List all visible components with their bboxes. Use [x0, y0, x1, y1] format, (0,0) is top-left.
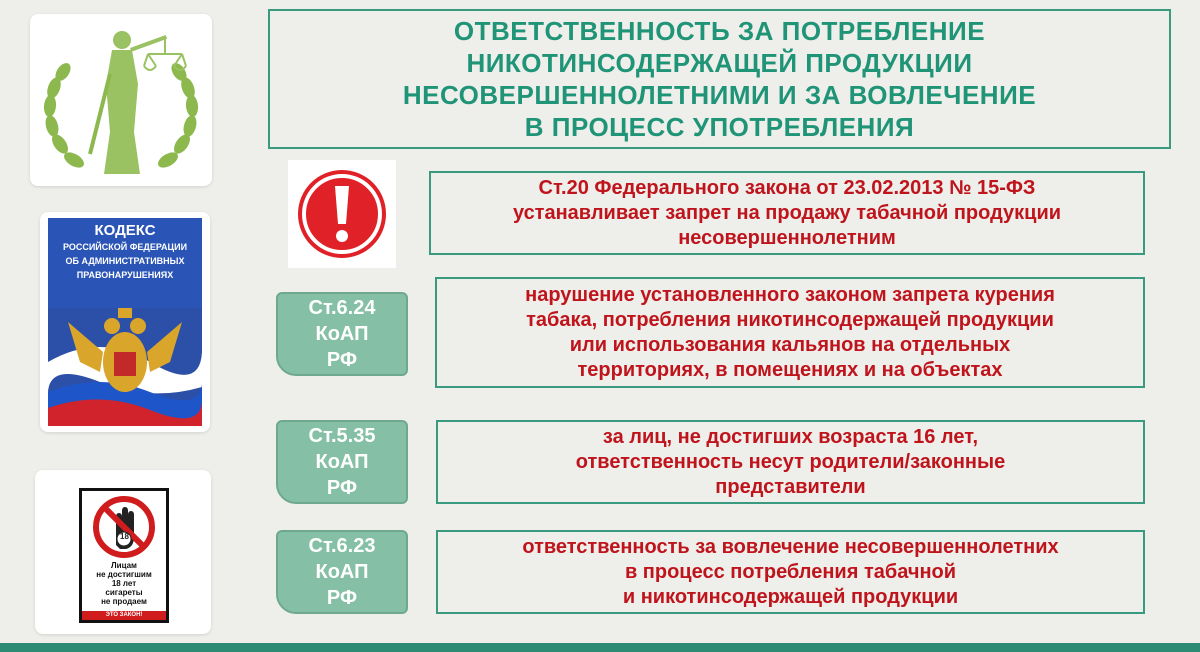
article-badge-5-35	[276, 420, 408, 504]
no-smoking-sign	[79, 488, 169, 623]
bottom-stripe	[0, 643, 1200, 652]
statement-text: нарушение установленного законом запрета курения табака, потребления никотинсодержащей продукции или использования кальянов на отдельных территориях, в помещениях и на объектах	[525, 283, 1055, 381]
article-badge-6-24	[276, 292, 408, 376]
warning-exclamation-icon	[288, 160, 396, 268]
statement-article-6-23	[436, 530, 1145, 614]
statement-article-5-35	[436, 420, 1145, 504]
code-book-line3: ОБ АДМИНИСТРАТИВНЫХ	[65, 256, 185, 266]
article-badge-6-23	[276, 530, 408, 614]
code-book-title	[48, 222, 202, 282]
no-smoking-sign-icon	[82, 493, 166, 563]
no-smoking-footer: ЭТО ЗАКОН!	[82, 611, 166, 620]
themis-image-card	[30, 14, 212, 186]
code-book-line4: ПРАВОНАРУШЕНИЯХ	[76, 270, 174, 280]
statement-text: ответственность за вовлечение несовершеннолетних в процесс потребления табачной и никотинсодержащей продукции	[522, 535, 1059, 608]
statement-text: за лиц, не достигших возраста 16 лет, ответственность несут родители/законные представители	[575, 425, 1006, 498]
themis-justice-icon	[30, 14, 212, 186]
article-label: Ст.6.23 КоАП РФ	[308, 535, 376, 609]
no-smoking-image-card	[35, 470, 211, 634]
code-book-image-card	[40, 212, 210, 432]
title-box	[268, 9, 1171, 149]
article-label: Ст.5.35 КоАП РФ	[308, 425, 376, 499]
warning-icon-wrap	[288, 160, 396, 268]
no-smoking-text: Лицам не достигшим 18 лет сигареты не продаем	[96, 561, 152, 606]
statement-text: Ст.20 Федерального закона от 23.02.2013 № 15-ФЗ устанавливает запрет на продажу табачной продукции несовершеннолетним	[512, 176, 1062, 249]
no-smoking-age: 18	[120, 532, 129, 541]
code-book-line1: КОДЕКС	[94, 222, 156, 239]
page-title: ОТВЕТСТВЕННОСТЬ ЗА ПОТРЕБЛЕНИЕ НИКОТИНСОДЕРЖАЩЕЙ ПРОДУКЦИИ НЕСОВЕРШЕННОЛЕТНИМИ И ЗА ВОВЛЕЧЕНИЕ В ПРОЦЕСС УПОТРЕБЛЕНИЯ	[402, 16, 1037, 142]
statement-federal-law	[429, 171, 1145, 255]
statement-article-6-24	[435, 277, 1145, 388]
code-book-line2: РОССИЙСКОЙ ФЕДЕРАЦИИ	[62, 242, 188, 252]
article-label: Ст.6.24 КоАП РФ	[308, 297, 376, 371]
